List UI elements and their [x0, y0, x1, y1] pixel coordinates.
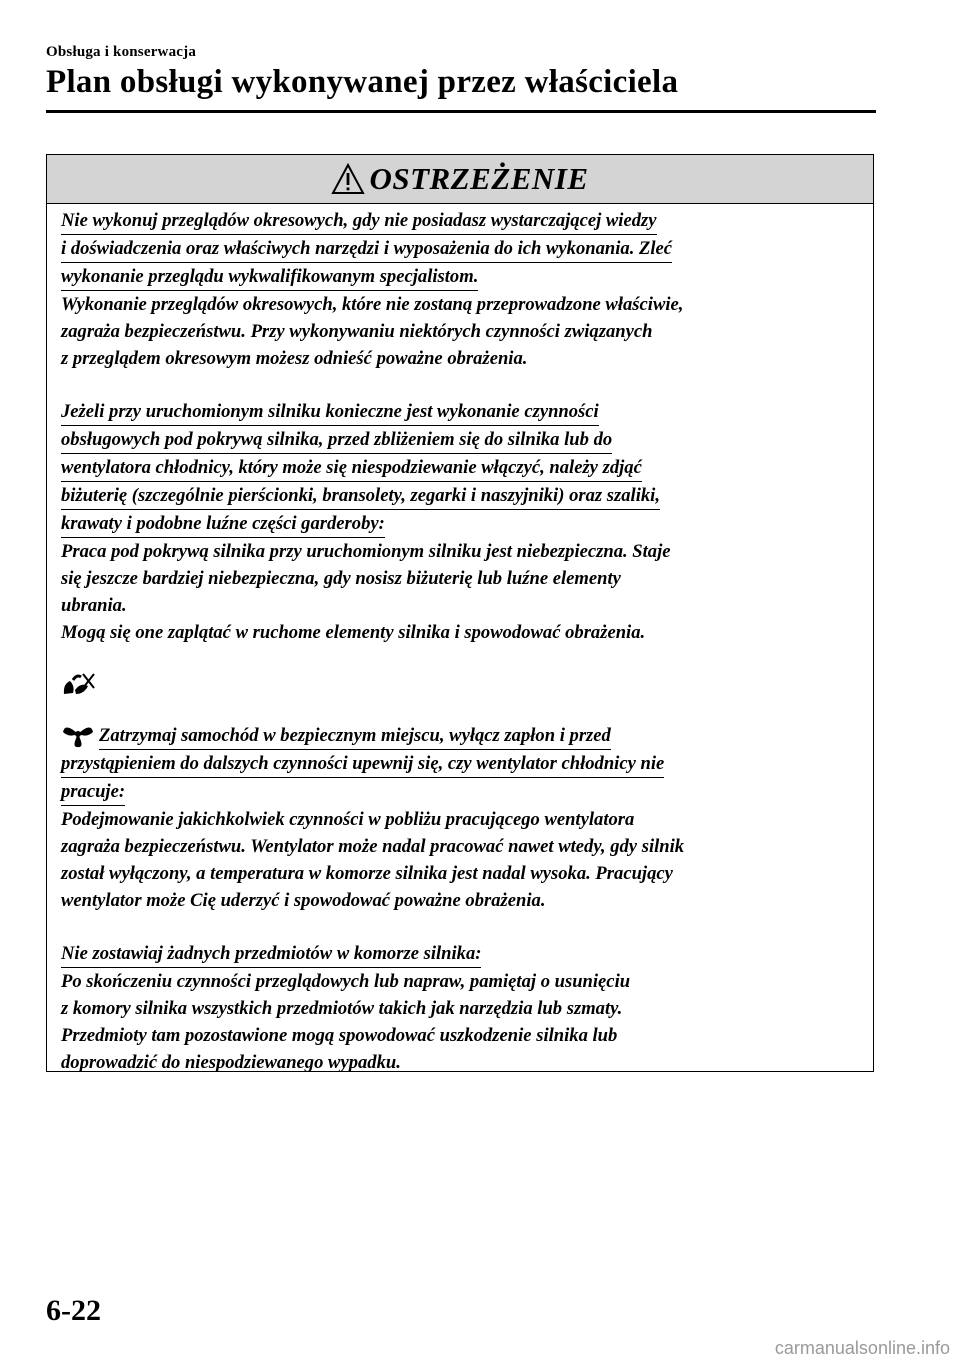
warning-paragraph-jewelry: [61, 398, 861, 646]
warning-body-line: Mogą się one zaplątać w ruchome elementy silnika i spowodować obrażenia.: [61, 622, 646, 643]
warning-title: OSTRZEŻENIE: [369, 161, 589, 196]
warning-heading-line: obsługowych pod pokrywą silnika, przed zbliżeniem się do silnika lub do: [61, 427, 612, 454]
warning-heading-line: przystąpieniem do dalszych czynności upewnij się, czy wentylator chłodnicy nie: [61, 751, 664, 778]
warning-triangle-icon: [331, 163, 365, 195]
warning-body-line: zagraża bezpieczeństwu. Przy wykonywaniu niektórych czynności związanych: [61, 321, 653, 342]
warning-body-line: Praca pod pokrywą silnika przy uruchomionym silniku jest niebezpieczna. Staje: [61, 541, 671, 562]
warning-body-line: Po skończeniu czynności przeglądowych lub napraw, pamiętaj o usunięciu: [61, 971, 631, 992]
warning-body-line: został wyłączony, a temperatura w komorze silnika jest nadal wysoka. Pracujący: [61, 863, 673, 884]
page-number: 6-22: [46, 1294, 101, 1327]
warning-heading-line: wentylatora chłodnicy, który może się niespodziewanie włączyć, należy zdjąć: [61, 455, 642, 482]
warning-body-line: Wykonanie przeglądów okresowych, które nie zostaną przeprowadzone właściwie,: [61, 294, 684, 315]
warning-body-line: ubrania.: [61, 595, 127, 616]
fan-icon-outline: [61, 668, 97, 698]
watermark[interactable]: carmanualsonline.info: [774, 1338, 950, 1358]
warning-body-line: doprowadzić do niespodziewanego wypadku.: [61, 1052, 401, 1073]
warning-body: [61, 207, 861, 1076]
warning-heading-line: Jeżeli przy uruchomionym silniku konieczne jest wykonanie czynności: [61, 399, 599, 426]
fan-icon: [61, 718, 95, 748]
section-label: Obsługa i konserwacja: [46, 44, 197, 60]
warning-heading-line: Zatrzymaj samochód w bezpiecznym miejscu, wyłącz zapłon i przed: [99, 723, 611, 750]
warning-heading-line: wykonanie przeglądu wykwalifikowanym specjalistom.: [61, 264, 478, 291]
warning-body-line: się jeszcze bardziej niebezpieczna, gdy nosisz biżuterię lub luźne elementy: [61, 568, 621, 589]
warning-heading-line: i doświadczenia oraz właściwych narzędzi i wyposażenia do ich wykonania. Zleć: [61, 236, 672, 263]
warning-header: [47, 155, 873, 204]
fan-icon-row: [61, 664, 861, 722]
warning-heading-line: pracuje:: [61, 779, 125, 806]
warning-body-line: wentylator może Cię uderzyć i spowodować poważne obrażenia.: [61, 890, 546, 911]
warning-body-line: z komory silnika wszystkich przedmiotów takich jak narzędzia lub szmaty.: [61, 998, 623, 1019]
title-rule: [46, 110, 876, 113]
warning-body-line: z przeglądem okresowym możesz odnieść poważne obrażenia.: [61, 348, 528, 369]
warning-body-line: zagraża bezpieczeństwu. Wentylator może nadal pracować nawet wtedy, gdy silnik: [61, 836, 685, 857]
warning-body-line: Przedmioty tam pozostawione mogą spowodować uszkodzenie silnika lub: [61, 1025, 618, 1046]
warning-box: [46, 154, 874, 1072]
warning-heading-line: Nie zostawiaj żadnych przedmiotów w komorze silnika:: [61, 941, 481, 968]
page-title: Plan obsługi wykonywanej przez właściciela: [46, 64, 679, 100]
warning-heading-line: biżuterię (szczególnie pierścionki, bransolety, zegarki i naszyjniki) oraz szaliki,: [61, 483, 660, 510]
warning-paragraph-objects: [61, 940, 861, 1076]
warning-heading-line: krawaty i podobne luźne części garderoby:: [61, 511, 385, 538]
warning-paragraph-fan: [61, 722, 861, 914]
warning-heading-line: Nie wykonuj przeglądów okresowych, gdy nie posiadasz wystarczającej wiedzy: [61, 208, 657, 235]
warning-paragraph-tools: [61, 207, 861, 372]
warning-body-line: Podejmowanie jakichkolwiek czynności w pobliżu pracującego wentylatora: [61, 809, 635, 830]
